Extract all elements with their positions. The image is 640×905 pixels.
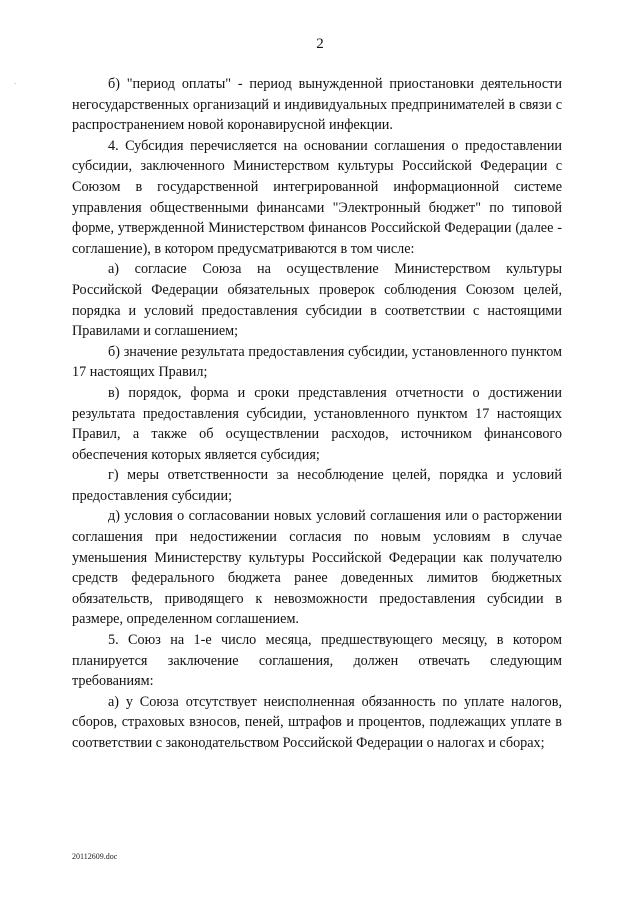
paragraph-4b-result-value: б) значение результата предоставления субсидии, установленного пунктом 17 настоящих Правил; xyxy=(72,343,562,381)
paragraph-4e-conditions: д) условия о согласовании новых условий соглашения или о расторжении соглашения при недостижении согласия по новым условиям в случае уменьшения Министерству культуры Российской Федерации как получателю средств федерального бюджета ранее доведенных лимитов бюджетных обязательств, приводящего к невозможности предоставления субсидии в размере, определенном соглашением. xyxy=(72,508,562,628)
paragraph-5a-no-tax-debt: а) у Союза отсутствует неисполненная обязанность по уплате налогов, сборов, страховых взносов, пеней, штрафов и процентов, подлежащих уплате в соответствии с законодательством Российской Федерации о налогах и сборах; xyxy=(72,693,562,751)
paragraph-4c-reporting: в) порядок, форма и сроки представления отчетности о достижении результата предоставления субсидии, установленного пунктом 17 настоящих Правил, а также об осуществлении расходов, источником финансового обеспечения которых является субсидия; xyxy=(72,384,562,463)
paragraph-4a-consent: а) согласие Союза на осуществление Министерством культуры Российской Федерации обязательных проверок соблюдения Союзом целей, порядка и условий предоставления субсидии в соответствии с настоящими Правилами и соглашением; xyxy=(72,261,562,340)
page-number: 2 xyxy=(316,36,324,52)
margin-mark: · xyxy=(14,80,17,88)
paragraph-4d-liability: г) меры ответственности за несоблюдение целей, порядка и условий предоставления субсидии; xyxy=(72,467,562,504)
paragraph-payment-period: б) "период оплаты" - период вынужденной приостановки деятельности негосударственных организаций и индивидуальных предпринимателей в связи с распространением новой коронавирусной инфекции. xyxy=(72,76,562,134)
footer-filename: 20112609.doc xyxy=(72,852,118,861)
document-body xyxy=(72,74,562,754)
paragraph-item-5-requirements: 5. Союз на 1-е число месяца, предшествующего месяцу, в котором планируется заключение соглашения, должен отвечать следующим требованиям: xyxy=(72,632,562,690)
paragraph-item-4-subsidy: 4. Субсидия перечисляется на основании соглашения о предоставлении субсидии, заключенного Министерством культуры Российской Федерации с Союзом в государственной интегрированной информационной системе управления общественными финансами "Электронный бюджет" по типовой форме, утвержденной Министерством финансов Российской Федерации (далее - соглашение), в котором предусматриваются в том числе: xyxy=(72,137,562,257)
